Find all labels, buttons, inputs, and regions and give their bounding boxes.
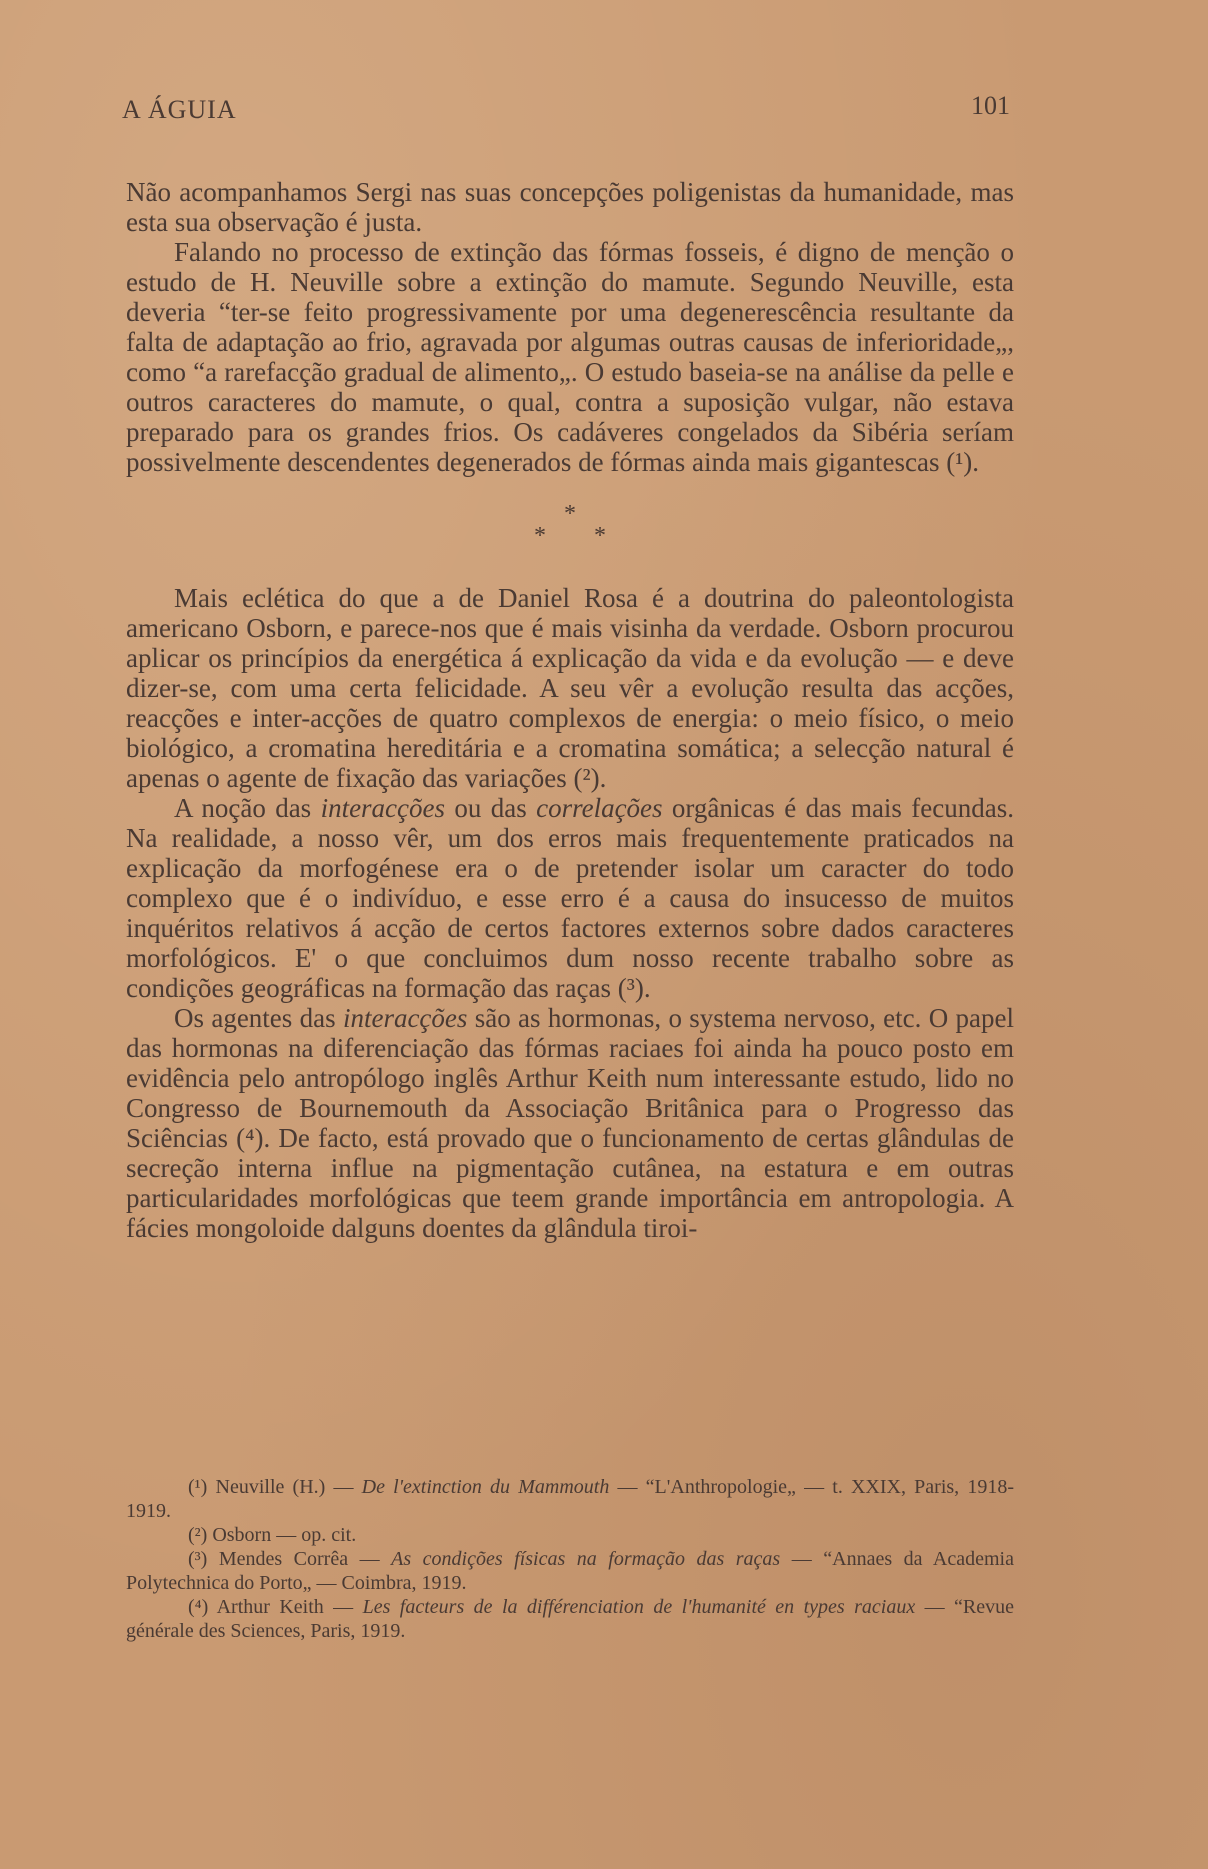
footnote-4-source: — “Revue générale des Sciences, Paris, 1919. xyxy=(126,1596,1014,1642)
paragraph-1: Não acompanhamos Sergi nas suas concepções poligenistas da humanidade, mas esta sua observação é justa. xyxy=(126,177,1014,237)
paragraph-4-emphasis-1: interacções xyxy=(320,793,446,823)
asterisk-right: * xyxy=(594,523,606,549)
footnote-3 xyxy=(126,1547,1014,1595)
footnote-3-source: — “Annaes da Academia Polytechnica do Porto„ — Coimbra, 1919. xyxy=(126,1548,1014,1594)
paragraph-4 xyxy=(126,793,1014,1003)
footnote-2-text: Osborn — op. cit. xyxy=(207,1524,357,1546)
footnote-1 xyxy=(126,1475,1014,1523)
footnote-4-author: Arthur Keith — xyxy=(208,1596,363,1618)
paragraph-5-start: Os agentes das xyxy=(174,1003,343,1033)
paragraph-4-emphasis-2: correlações xyxy=(536,793,663,823)
footnote-2-mark: (²) xyxy=(188,1524,208,1546)
paragraph-2: Falando no processo de extinção das fórmas fosseis, é digno de menção o estudo de H. Neuville sobre a extinção do mamute. Segundo Neuville, esta deveria “ter-se feito progressivamente por uma degenerescência resultante da falta de adaptação ao frio, agravada por algumas outras causas de inferioridade„, como “a rarefacção gradual de alimento„. O estudo baseia-se na análise da pelle e outros caracteres do mamute, o qual, contra a suposição vulgar, não estava preparado para os grandes frios. Os cadáveres congelados da Sibéria seríam possivelmente descendentes degenerados de fórmas ainda mais gigantescas (¹). xyxy=(126,237,1014,477)
footnote-4 xyxy=(126,1595,1014,1643)
paragraph-4-start: A noção das xyxy=(174,793,321,823)
paragraph-4-end: orgânicas é das mais fecundas. Na realidade, a nosso vêr, um dos erros mais frequentemente praticados na explicação da morfogénese era o de pretender isolar um caracter do todo complexo que é o indivíduo, e esse erro é a causa do insucesso de muitos inquéritos relativos á acção de certos factores externos sobre dados caracteres morfológicos. E' o que concluimos dum nosso recente trabalho sobre as condições geográficas na formação das raças (³). xyxy=(126,793,1014,1003)
asterisk-row xyxy=(126,525,1014,547)
running-head xyxy=(122,91,1010,135)
paragraph-5-end: são as hormonas, o systema nervoso, etc. O papel das hormonas na diferenciação das fórmas raciaes foi ainda ha pouco posto em evidência pelo antropólogo inglês Arthur Keith num interessante estudo, lido no Congresso de Bournemouth da Associação Britânica para o Progresso das Sciências (⁴). De facto, está provado que o funcionamento de certas glândulas de secreção interna influe na pigmentação cutânea, na estatura e em outras particularidades morfológicas que teem grande importância em antropologia. A fácies mongoloide dalguns doentes da glândula tiroi- xyxy=(126,1003,1014,1243)
footnote-1-author: Neuville (H.) — xyxy=(207,1476,362,1498)
paragraph-5 xyxy=(126,1003,1014,1243)
footnote-3-author: Mendes Corrêa — xyxy=(207,1548,392,1570)
footnotes xyxy=(126,1475,1014,1643)
footnote-2 xyxy=(126,1523,1014,1547)
footnote-4-title: Les facteurs de la différenciation de l'humanité en types raciaux xyxy=(362,1596,916,1618)
footnote-1-source: — “L'Anthropologie„ — t. XXIX, Paris, 1918-1919. xyxy=(126,1476,1014,1522)
running-title: A ÁGUIA xyxy=(122,95,237,124)
body-text xyxy=(126,177,1014,1243)
section-ornament xyxy=(126,503,1014,547)
paragraph-3: Mais eclética do que a de Daniel Rosa é a doutrina do paleontologista americano Osborn, e parece-nos que é mais visinha da verdade. Osborn procurou aplicar os princípios da energética á explicação da vida e da evolução — e deve dizer-se, com uma certa felicidade. A seu vêr a evolução resulta das acções, reacções e inter-acções de quatro complexos de energia: o meio físico, o meio biológico, a cromatina hereditária e a cromatina somática; a selecção natural é apenas o agente de fixação das variações (²). xyxy=(126,583,1014,793)
paragraph-4-mid: ou das xyxy=(445,793,537,823)
page-number: 101 xyxy=(971,91,1010,120)
footnote-1-mark: (¹) xyxy=(188,1476,208,1498)
footnote-4-mark: (⁴) xyxy=(188,1596,209,1618)
asterisk-left: * xyxy=(534,523,546,549)
paragraph-5-emphasis: interacções xyxy=(342,1003,468,1033)
footnote-3-mark: (³) xyxy=(188,1548,208,1570)
footnote-1-title: De l'extinction du Mammouth xyxy=(361,1476,610,1498)
asterisk-top: * xyxy=(564,501,576,527)
footnote-3-title: As condições físicas na formação das raças xyxy=(391,1548,781,1570)
